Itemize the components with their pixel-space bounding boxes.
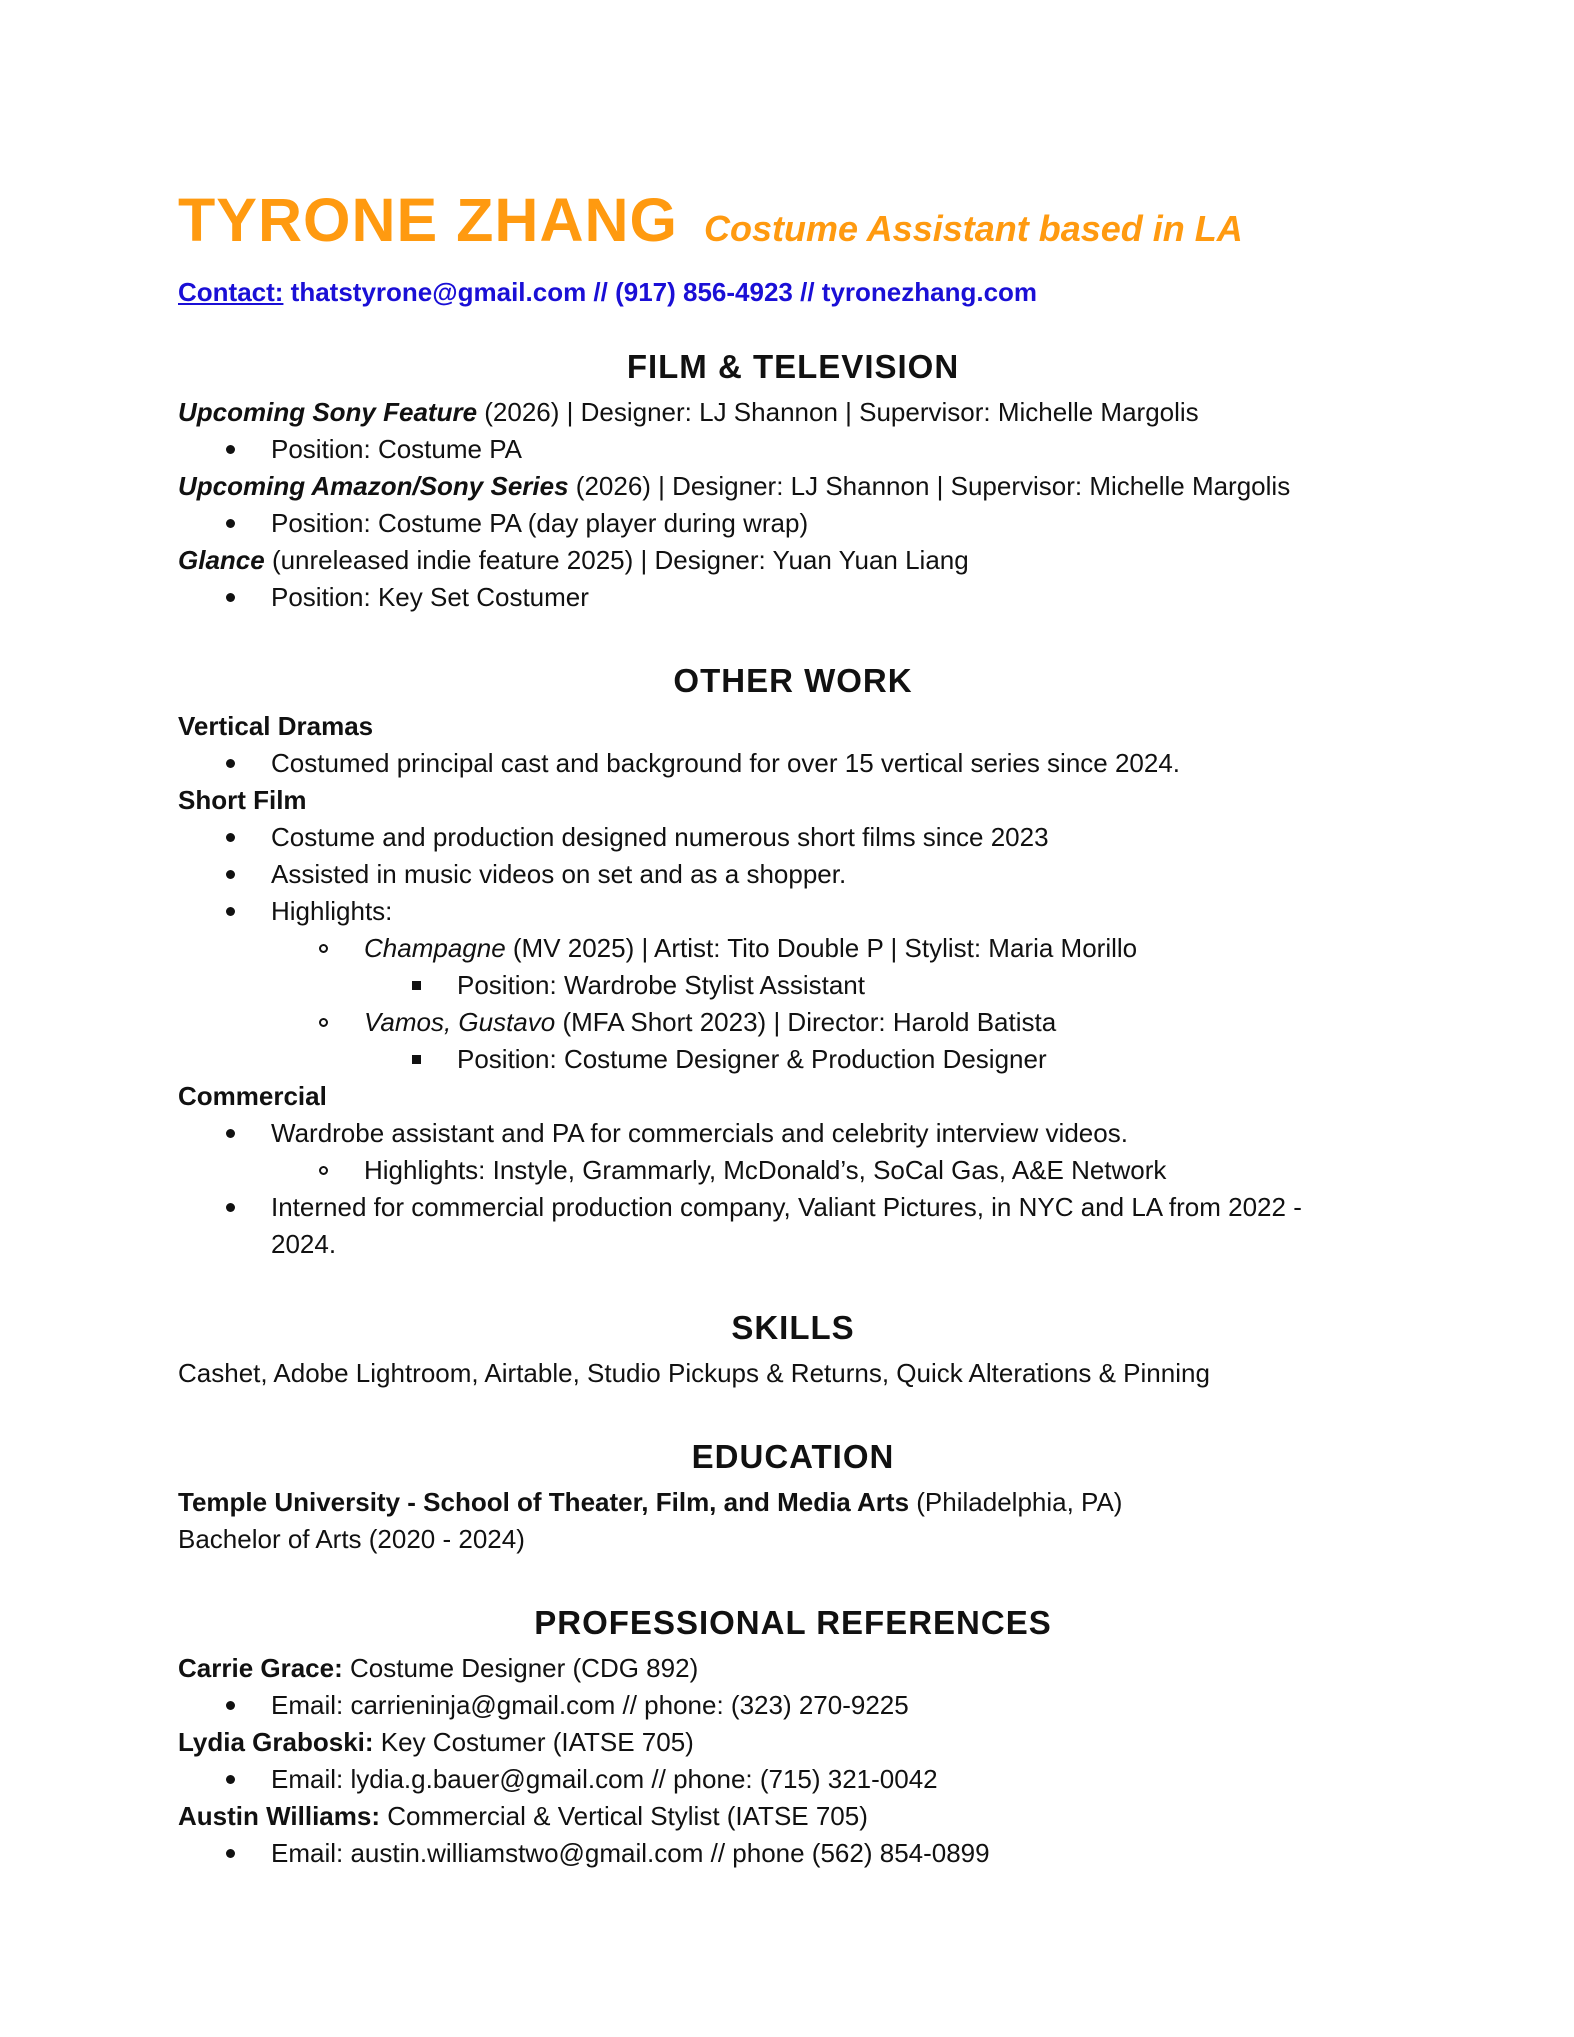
reference-entry xyxy=(178,1724,1408,1761)
highlight-item: Vamos, Gustavo (MFA Short 2023) | Director: Harold Batista xyxy=(178,1004,1408,1041)
bullet-circle-icon xyxy=(319,930,328,967)
list-item: Highlights: Instyle, Grammarly, McDonald’s, SoCal Gas, A&E Network xyxy=(178,1152,1408,1189)
highlight-position: Position: Costume Designer & Production Designer xyxy=(178,1041,1408,1078)
film-entry-position: Position: Costume PA xyxy=(178,431,1408,468)
list-item: Wardrobe assistant and PA for commercials and celebrity interview videos. xyxy=(178,1115,1408,1152)
contact-line xyxy=(178,277,1408,308)
bullet-dot-icon xyxy=(226,1115,235,1152)
bullet-circle-icon xyxy=(319,1004,328,1041)
bullet-dot-icon xyxy=(226,819,235,856)
bullet-dot-icon xyxy=(226,893,235,930)
section-title-skills: SKILLS xyxy=(731,1309,855,1346)
film-entry-details: (unreleased indie feature 2025) | Designer: Yuan Yuan Liang xyxy=(264,545,969,575)
bullet-dot-icon xyxy=(226,505,235,542)
bullet-dot-icon xyxy=(226,579,235,616)
film-entry-details: (2026) | Designer: LJ Shannon | Supervisor: Michelle Margolis xyxy=(568,471,1291,501)
bullet-circle-icon xyxy=(319,1152,328,1189)
reference-contact: Email: carrieninja@gmail.com // phone: (323) 270-9225 xyxy=(178,1687,1408,1724)
list-item: Highlights: xyxy=(178,893,1408,930)
highlight-position: Position: Wardrobe Stylist Assistant xyxy=(178,967,1408,1004)
reference-role: Costume Designer (CDG 892) xyxy=(342,1653,699,1683)
education-location: (Philadelphia, PA) xyxy=(909,1487,1123,1517)
list-item: Costumed principal cast and background for over 15 vertical series since 2024. xyxy=(178,745,1408,782)
highlight-item: Champagne (MV 2025) | Artist: Tito Double P | Stylist: Maria Morillo xyxy=(178,930,1408,967)
film-entry xyxy=(178,468,1408,505)
reference-role: Key Costumer (IATSE 705) xyxy=(373,1727,694,1757)
reference-role: Commercial & Vertical Stylist (IATSE 705) xyxy=(380,1801,868,1831)
section-title-references: PROFESSIONAL REFERENCES xyxy=(534,1604,1052,1641)
film-entry-position: Position: Costume PA (day player during wrap) xyxy=(178,505,1408,542)
film-entry-details: (2026) | Designer: LJ Shannon | Supervisor: Michelle Margolis xyxy=(477,397,1199,427)
film-entry xyxy=(178,542,1408,579)
film-entry-position: Position: Key Set Costumer xyxy=(178,579,1408,616)
section-title-film-television: FILM & TELEVISION xyxy=(626,348,960,385)
resume-header xyxy=(178,185,1408,255)
film-entry-title: Upcoming Sony Feature xyxy=(178,397,478,427)
resume-page xyxy=(178,185,1408,1872)
bullet-dot-icon xyxy=(226,1761,235,1798)
subsection-heading-short-film: Short Film xyxy=(178,785,307,815)
contact-details[interactable]: thatstyrone@gmail.com // (917) 856-4923 // tyronezhang.com xyxy=(290,277,1038,307)
bullet-dot-icon xyxy=(226,1835,235,1872)
reference-contact: Email: austin.williamstwo@gmail.com // phone (562) 854-0899 xyxy=(178,1835,1408,1872)
candidate-tagline: Costume Assistant based in LA xyxy=(704,208,1243,249)
education-school: Temple University - School of Theater, Film, and Media Arts xyxy=(178,1487,910,1517)
candidate-name: TYRONE ZHANG xyxy=(178,186,678,254)
list-item: Assisted in music videos on set and as a shopper. xyxy=(178,856,1408,893)
bullet-dot-icon xyxy=(226,856,235,893)
reference-contact: Email: lydia.g.bauer@gmail.com // phone: (715) 321-0042 xyxy=(178,1761,1408,1798)
reference-entry xyxy=(178,1650,1408,1687)
skills-list: Cashet, Adobe Lightroom, Airtable, Studio Pickups & Returns, Quick Alterations & Pinning xyxy=(178,1358,1210,1388)
reference-entry xyxy=(178,1798,1408,1835)
bullet-square-icon xyxy=(412,1041,421,1078)
bullet-dot-icon xyxy=(226,745,235,782)
subsection-heading-vertical-dramas: Vertical Dramas xyxy=(178,711,374,741)
list-item: Costume and production designed numerous short films since 2023 xyxy=(178,819,1408,856)
reference-name: Carrie Grace: xyxy=(178,1653,343,1683)
film-entry-title: Glance xyxy=(178,545,265,575)
contact-label[interactable]: Contact: xyxy=(178,277,284,307)
section-title-education: EDUCATION xyxy=(691,1438,895,1475)
reference-name: Lydia Graboski: xyxy=(178,1727,374,1757)
film-entry xyxy=(178,394,1408,431)
list-item: Interned for commercial production company, Valiant Pictures, in NYC and LA from 2022 - 2024. xyxy=(178,1189,1331,1263)
subsection-heading-commercial: Commercial xyxy=(178,1081,327,1111)
bullet-dot-icon xyxy=(226,1189,235,1226)
education-degree: Bachelor of Arts (2020 - 2024) xyxy=(178,1524,525,1554)
education-school-line xyxy=(178,1484,1408,1521)
reference-name: Austin Williams: xyxy=(178,1801,381,1831)
film-entry-title: Upcoming Amazon/Sony Series xyxy=(178,471,569,501)
bullet-square-icon xyxy=(412,967,421,1004)
section-title-other-work: OTHER WORK xyxy=(673,662,913,699)
bullet-dot-icon xyxy=(226,431,235,468)
bullet-dot-icon xyxy=(226,1687,235,1724)
